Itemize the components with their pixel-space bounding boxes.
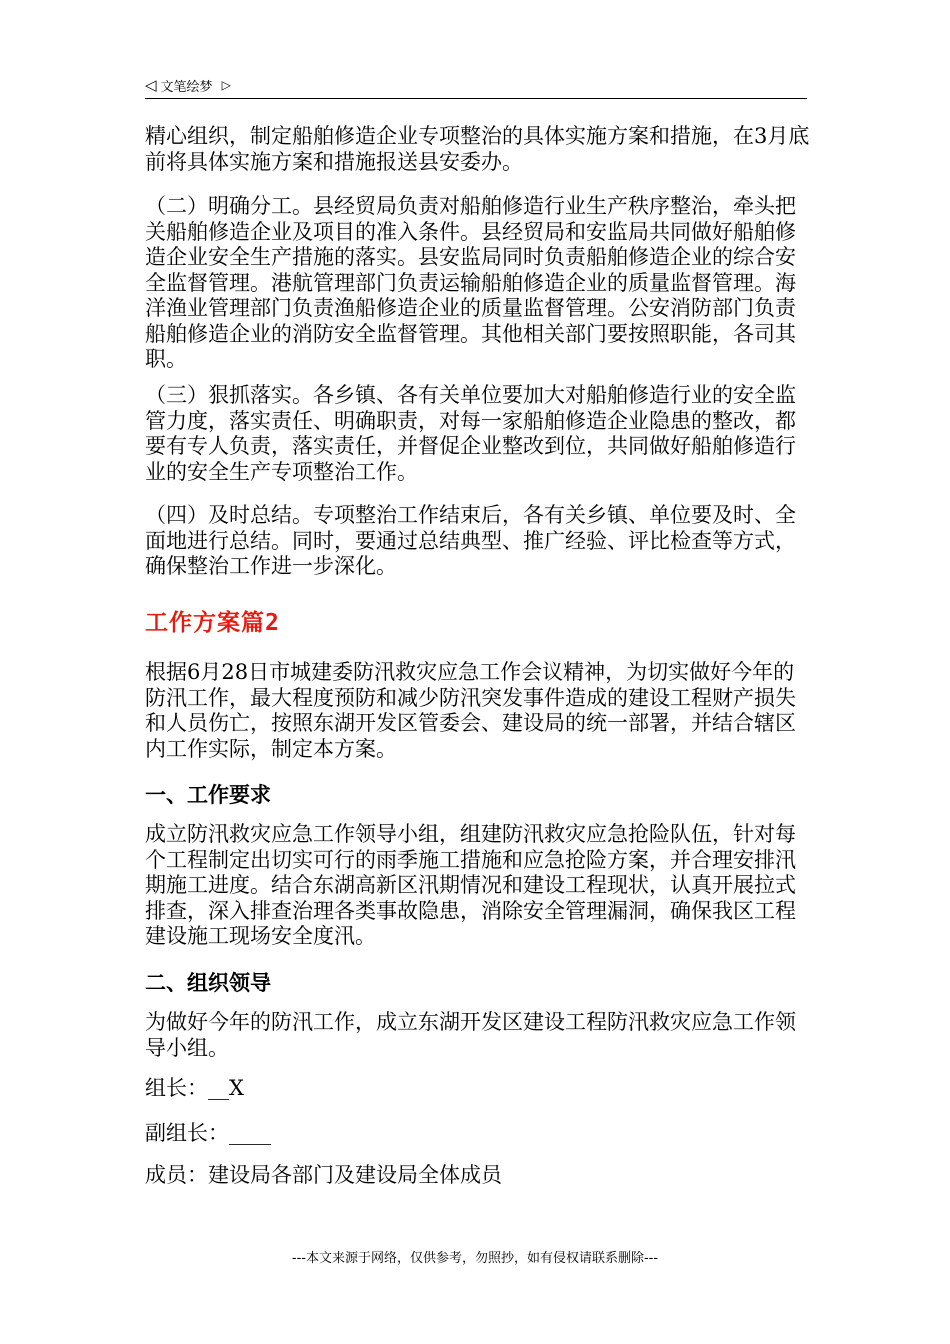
paragraph-3: （三）狠抓落实。各乡镇、各有关单位要加大对船舶修造行业的安全监管力度，落实责任、明确职责，对每一家船舶修造企业隐患的整改，都要有专人负责，落实责任，并督促企业整改到位，共同做好船舶修造行业的安全生产专项整治工作。: [145, 383, 796, 484]
requirements-paragraph: 成立防汛救灾应急工作领导小组，组建防汛救灾应急抢险队伍，针对每个工程制定出切实可行的雨季施工措施和应急抢险方案，并合理安排汛期施工进度。结合东湖高新区汛期情况和建设工程现状，认真开展拉式排查，深入排查治理各类事故隐患，消除安全管理漏洞，确保我区工程建设施工现场安全度汛。: [145, 822, 796, 948]
brand-text: 文笔绘梦: [160, 80, 213, 95]
heading-organization: 二、组织领导: [145, 971, 271, 995]
heading-work-requirements: 一、工作要求: [145, 783, 271, 807]
organization-paragraph: 为做好今年的防汛工作，成立东湖开发区建设工程防汛救灾应急工作领导小组。: [145, 1010, 796, 1060]
members-line: 成员：建设局各部门及建设局全体成员: [145, 1163, 502, 1187]
triangle-left-icon: ◁: [145, 76, 157, 94]
section-intro: 根据6月28日市城建委防汛救灾应急工作会议精神，为切实做好今年的防汛工作，最大程度预防和减少防汛突发事件造成的建设工程财产损失和人员伤亡，按照东湖开发区管委会、建设局的统一部署，并结合辖区内工作实际，制定本方案。: [145, 660, 796, 761]
paragraph-2: （二）明确分工。县经贸局负责对船舶修造行业生产秩序整治，牵头把关船舶修造企业及项目的准入条件。县经贸局和安监局共同做好船舶修造企业安全生产措施的落实。县安监局同时负责船舶修造企业的综合安全监督管理。港航管理部门负责运输船舶修造企业的质量监督管理。海洋渔业管理部门负责渔船修造企业的质量监督管理。公安消防部门负责船舶修造企业的消防安全监督管理。其他相关部门要按照职能，各司其职。: [145, 194, 796, 371]
section-title: 工作方案篇2: [145, 610, 280, 636]
deputy-line: 副组长：____: [145, 1121, 271, 1145]
paragraph-1: 精心组织，制定船舶修造企业专项整治的具体实施方案和措施，在3月底前将具体实施方案和措施报送县安委办。: [145, 124, 810, 174]
triangle-right-icon: ▷: [221, 78, 231, 92]
header-brand: [145, 76, 231, 95]
leader-line: 组长：__X: [145, 1076, 244, 1100]
page-header: [145, 74, 807, 99]
paragraph-4: （四）及时总结。专项整治工作结束后，各有关乡镇、单位要及时、全面地进行总结。同时，要通过总结典型、推广经验、评比检查等方式，确保整治工作进一步深化。: [145, 503, 796, 578]
page-footer: ---本文来源于网络，仅供参考，勿照抄，如有侵权请联系删除---: [291, 1251, 659, 1266]
